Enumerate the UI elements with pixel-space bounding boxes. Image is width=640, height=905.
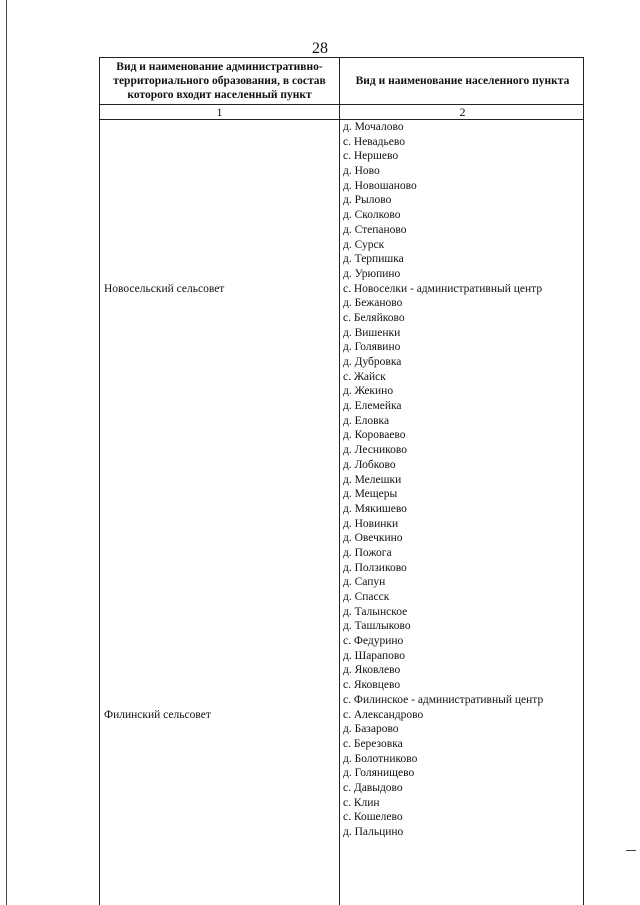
settlement-item: с. Новоселки - административный центр <box>343 282 543 295</box>
settlement-item: д. Еловка <box>343 414 390 427</box>
settlement-item: д. Степаново <box>343 223 407 236</box>
settlement-item: с. Нершево <box>343 150 399 163</box>
settlement-item: д. Ползиково <box>343 561 407 574</box>
settlement-item: с. Кошелево <box>343 811 403 824</box>
settlement-item: д. Дубровка <box>343 356 402 368</box>
settlement-item: д. Рылово <box>343 194 392 207</box>
settlement-item: с. Яковцево <box>343 679 401 692</box>
settlement-item: д. Ново <box>343 165 380 178</box>
settlement-item: д. Голявино <box>343 341 401 354</box>
settlement-item: д. Мелешки <box>343 473 402 486</box>
settlement-item: д. Пожога <box>343 546 392 559</box>
settlement-item: с. Невадьево <box>343 135 405 148</box>
settlement-item: с. Давыдово <box>343 781 403 794</box>
council-name: Филинский сельсовет <box>104 709 211 721</box>
settlements-list <box>343 120 543 840</box>
header-cell-2: Вид и наименование населенного пункта <box>355 75 570 87</box>
settlement-item: с. Федурино <box>343 635 404 648</box>
settlement-item: д. Вишенки <box>343 326 401 339</box>
council-name: Новосельский сельсовет <box>104 282 225 295</box>
settlement-item: д. Жекино <box>343 385 394 398</box>
settlement-item: с. Клин <box>343 796 380 809</box>
settlement-item: д. Елемейка <box>343 400 402 413</box>
column-number-1: 1 <box>216 105 223 119</box>
settlement-item: д. Мякишево <box>343 502 407 515</box>
header-cell-1: Вид и наименование административно-территориального образования, в состав которого входит населенный пункт <box>113 61 326 101</box>
settlement-item: д. Сапун <box>343 576 386 589</box>
settlement-item: д. Лобково <box>343 458 396 471</box>
settlement-item: д. Терпишка <box>343 253 404 266</box>
settlement-item: д. Голянищево <box>343 767 415 780</box>
column-number-2: 2 <box>459 105 466 119</box>
settlements-table <box>99 57 584 905</box>
settlement-item: с. Жайск <box>343 370 386 383</box>
settlement-item: д. Короваево <box>343 429 406 442</box>
settlement-item: д. Спасск <box>343 591 390 603</box>
scan-edge-line <box>6 0 7 905</box>
settlement-item: д. Шарапово <box>343 649 406 662</box>
settlement-item: д. Сурск <box>343 238 385 251</box>
settlement-item: д. Сколково <box>343 209 401 222</box>
settlement-item: с. Беляйково <box>343 311 405 324</box>
settlement-item: д. Мещеры <box>343 488 398 501</box>
settlement-item: д. Болотниково <box>343 752 418 765</box>
settlement-item: д. Мочалово <box>343 121 404 133</box>
settlement-item: д. Бежаново <box>343 297 403 310</box>
settlement-item: д. Овечкино <box>343 532 403 545</box>
settlement-item: с. Александрово <box>343 708 424 721</box>
settlement-item: д. Новинки <box>343 517 399 530</box>
settlement-item: д. Пальцино <box>343 826 404 838</box>
settlement-item: д. Лесниково <box>343 444 407 457</box>
settlement-item: д. Ташлыково <box>343 620 411 633</box>
settlement-item: д. Базарово <box>343 723 399 736</box>
scan-edge-mark <box>626 850 636 851</box>
settlement-item: д. Урюпино <box>343 267 401 280</box>
settlement-item: с. Березовка <box>343 737 403 750</box>
page-number: 28 <box>312 40 328 57</box>
settlement-item: д. Новошаново <box>343 179 417 192</box>
settlement-item: д. Талынское <box>343 605 408 618</box>
settlement-item: с. Филинское - административный центр <box>343 693 544 706</box>
column-divider <box>339 58 340 905</box>
settlement-item: д. Яковлево <box>343 664 401 677</box>
